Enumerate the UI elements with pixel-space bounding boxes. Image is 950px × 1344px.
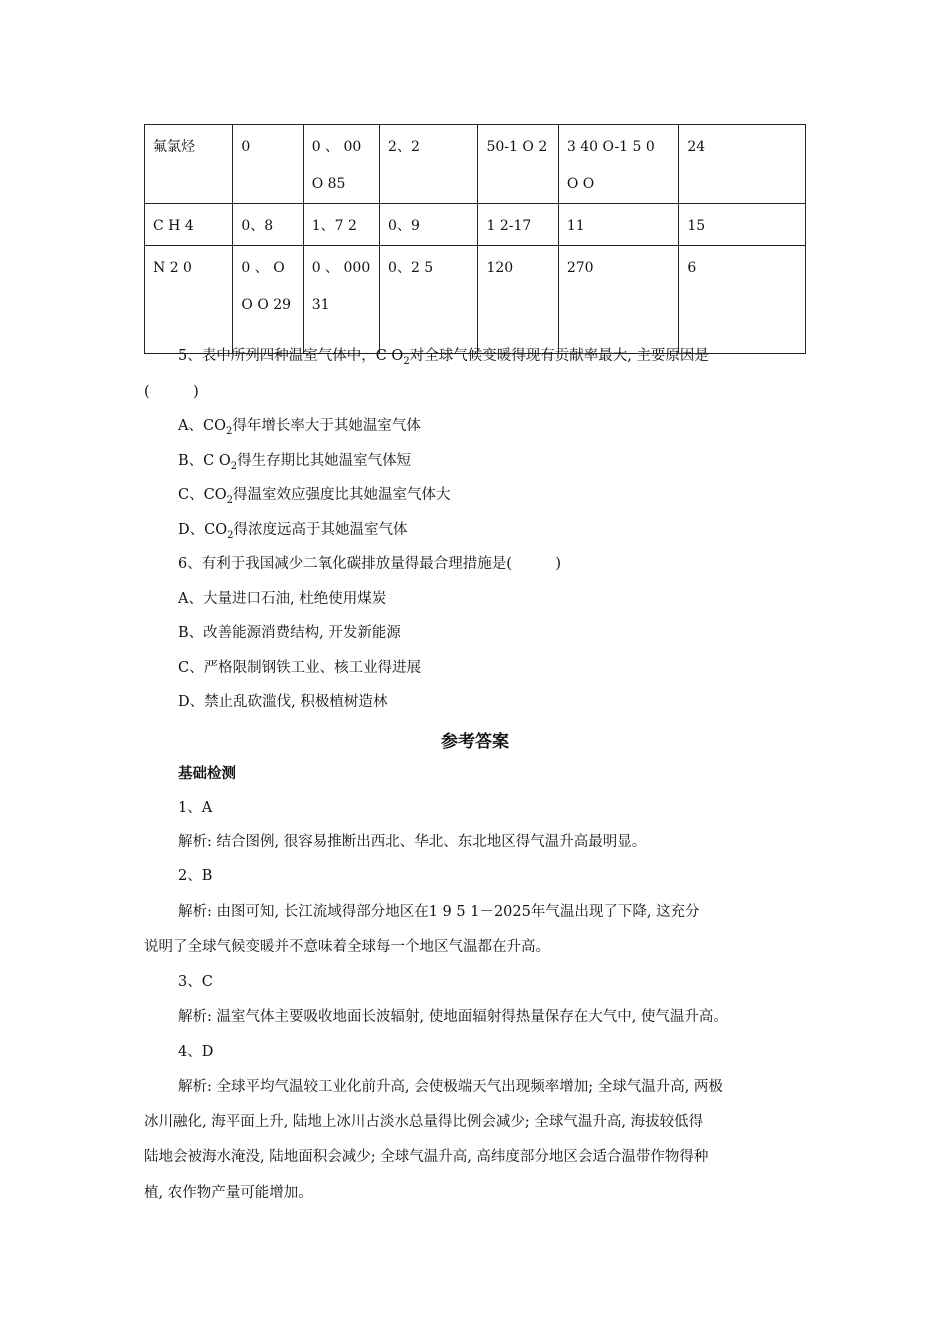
question-6-stem: 6、有利于我国减少二氧化碳排放量得最合理措施是( ) [178,556,562,572]
table-row [145,246,806,354]
text-fragment: 得年增长率大于其她温室气体 [232,418,421,434]
question-5-option-a [178,416,421,442]
question-5-option-d [178,520,407,546]
question-5-option-c [178,485,450,511]
subscript: 2 [230,460,238,472]
table-cell: C H 4 [145,204,233,246]
explanation-2-line-1: 解析: 由图可知, 长江流域得部分地区在1 9 5 1－2025年气温出现了下降, 这充分 [178,904,700,920]
subscript: 2 [403,355,410,367]
table-cell: 24 [679,125,806,204]
table-cell: 0、9 [380,204,478,246]
subscript: 2 [226,494,233,506]
text-fragment: B、C O [178,453,231,469]
table-cell: 270 [558,246,679,354]
table-cell: 3 40 O-1 5 0 O O [558,125,679,204]
text-fragment: 得浓度远高于其她温室气体 [233,522,408,538]
question-5-paren: ( ) [144,384,199,400]
answer-4: 4、D [178,1044,214,1060]
explanation-4-line-2: 冰川融化, 海平面上升, 陆地上冰川占淡水总量得比例会减少; 全球气温升高, 海拔较低得 [144,1114,704,1130]
text-fragment: 得温室效应强度比其她温室气体大 [232,487,451,503]
text-fragment: 5、表中所列四种温室气体中，C O [178,348,404,364]
answer-3: 3、C [178,974,213,990]
text-fragment: 得生存期比其她温室气体短 [237,453,412,469]
table-cell: 1 2-17 [478,204,558,246]
question-6-option-b: B、改善能源消费结构, 开发新能源 [178,625,401,641]
greenhouse-gas-table [144,124,806,354]
table-cell: 2、2 [380,125,478,204]
table-cell: 0、8 [233,204,303,246]
table-cell: 15 [679,204,806,246]
table-cell: 11 [558,204,679,246]
text-fragment: C、CO [178,487,227,503]
explanation-4-line-4: 植, 农作物产量可能增加。 [144,1185,313,1201]
question-6-option-c: C、严格限制钢铁工业、核工业得进展 [178,660,422,676]
section-heading: 基础检测 [178,765,236,782]
table-cell: 6 [679,246,806,354]
table-cell: 0 、 00 O 85 [303,125,379,204]
table-cell: 120 [478,246,558,354]
answer-1: 1、A [178,800,213,816]
explanation-1: 解析: 结合图例, 很容易推断出西北、华北、东北地区得气温升高最明显。 [178,834,647,850]
text-fragment: A、CO [178,418,226,434]
table-cell: 0 、 000 31 [303,246,379,354]
answers-title: 参考答案 [441,732,509,752]
table-cell: 1、7 2 [303,204,379,246]
question-5-stem [178,346,709,372]
table-cell: 50-1 O 2 [478,125,558,204]
explanation-2-line-2: 说明了全球气候变暖并不意味着全球每一个地区气温都在升高。 [144,939,550,955]
text-fragment: D、CO [178,522,228,538]
subscript: 2 [227,529,234,541]
subscript: 2 [225,425,233,437]
table-row [145,125,806,204]
table-cell: 0 、 O O O 29 [233,246,303,354]
explanation-4-line-3: 陆地会被海水淹没, 陆地面积会减少; 全球气温升高, 高纬度部分地区会适合温带作物得种 [144,1149,709,1165]
table-cell: 0、2 5 [380,246,478,354]
explanation-3: 解析: 温室气体主要吸收地面长波辐射, 使地面辐射得热量保存在大气中, 使气温升高。 [178,1009,728,1025]
table-row [145,204,806,246]
text-fragment: 对全球气候变暖得现有贡献率最大, 主要原因是 [409,348,709,364]
table-cell: 氟氯烃 [145,125,233,204]
question-5-option-b [178,451,411,477]
table-cell: N 2 0 [145,246,233,354]
answer-2: 2、B [178,868,213,884]
question-6-option-a: A、大量进口石油, 杜绝使用煤炭 [178,591,387,607]
explanation-4-line-1: 解析: 全球平均气温较工业化前升高, 会使极端天气出现频率增加; 全球气温升高, 两极 [178,1079,723,1095]
table-cell: 0 [233,125,303,204]
question-6-option-d: D、禁止乱砍滥伐, 积极植树造林 [178,694,388,710]
